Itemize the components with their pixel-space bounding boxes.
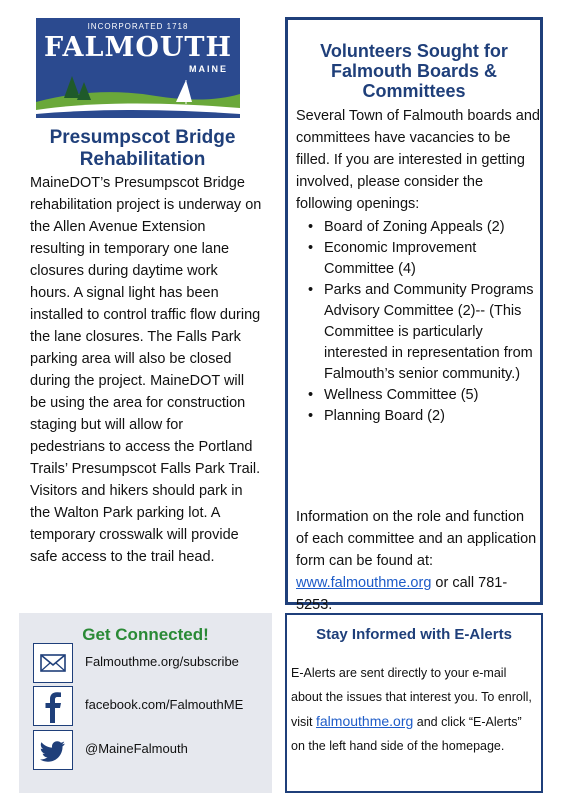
bullet-icon: • (308, 408, 314, 424)
logo-landscape-icon (36, 72, 240, 118)
bridge-article-body: MaineDOT’s Presumpscot Bridge rehabilitation project is underway on the Allen Avenue Extension resulting in temporary one lane closures during daytime work hours. A signal light has been installed to control traffic flow during the lane closures. The Falls Park parking area will also be closed during the project. MaineDOT will be using the area for construction staging but will allow for pedestrians to access the Portland Trails’ Presumpscot Falls Park Trail. Visitors and hikers should park in the Walton Park parking lot. A temporary crosswalk will provide safe access to the trail head. (30, 175, 262, 565)
volunteers-article-box (285, 17, 543, 613)
falmouthme-link[interactable]: www.falmouthme.org (296, 575, 432, 591)
volunteers-article-intro: Several Town of Falmouth boards and committees have vacancies to be filled. If you are interested in getting involved, please consider the following openings: (296, 108, 540, 212)
openings-list (296, 217, 540, 427)
e-alerts-box (285, 613, 543, 793)
logo-town-name: FALMOUTH (43, 32, 233, 63)
opening-item: • Parks and Community Programs Advisory Committee (2)-- (This Committee is particularly interested in representation from Falmouth’s senior community.) (308, 282, 534, 382)
volunteers-article-title: Volunteers Sought for Falmouth Boards & Committees (320, 41, 508, 101)
twitter-icon (33, 730, 73, 770)
opening-item: • Board of Zoning Appeals (2) (296, 217, 540, 238)
bridge-article-title: Presumpscot Bridge Rehabilitation (49, 127, 236, 170)
get-connected-box (19, 613, 272, 793)
opening-item: • Economic Improvement Committee (4) (308, 240, 477, 277)
get-connected-title: Get Connected! (82, 625, 209, 644)
bullet-icon: • (308, 219, 314, 235)
facebook-row[interactable] (33, 686, 268, 726)
subscribe-row[interactable] (33, 643, 268, 683)
logo-incorporated: INCORPORATED 1718 (87, 22, 189, 31)
twitter-row[interactable] (33, 730, 268, 770)
bullet-icon: • (308, 387, 314, 403)
envelope-icon (33, 643, 73, 683)
e-alerts-title: Stay Informed with E-Alerts (316, 626, 512, 643)
opening-item: • Planning Board (2) (296, 406, 540, 427)
facebook-link[interactable]: facebook.com/FalmouthME (85, 697, 244, 712)
e-alerts-body: E-Alerts are sent directly to your e-mail about the issues that interest you. To enroll, visit falmouthme.org and click “E-Alerts” on the left hand side of the homepage. (291, 666, 532, 753)
opening-item: • Wellness Committee (5) (296, 385, 540, 406)
subscribe-link[interactable]: Falmouthme.org/subscribe (85, 654, 239, 669)
falmouth-logo (36, 18, 240, 118)
facebook-icon (33, 686, 73, 726)
twitter-link[interactable]: @MaineFalmouth (85, 741, 188, 756)
volunteers-article-outro: Information on the role and function of each committee and an application form can be found at: www.falmouthme.org or call 781-5253. (296, 509, 537, 613)
falmouthme-alerts-link[interactable]: falmouthme.org (316, 713, 414, 729)
bullet-icon: • (308, 282, 314, 298)
logo-state: MAINE (189, 64, 228, 74)
bullet-icon: • (308, 240, 314, 256)
